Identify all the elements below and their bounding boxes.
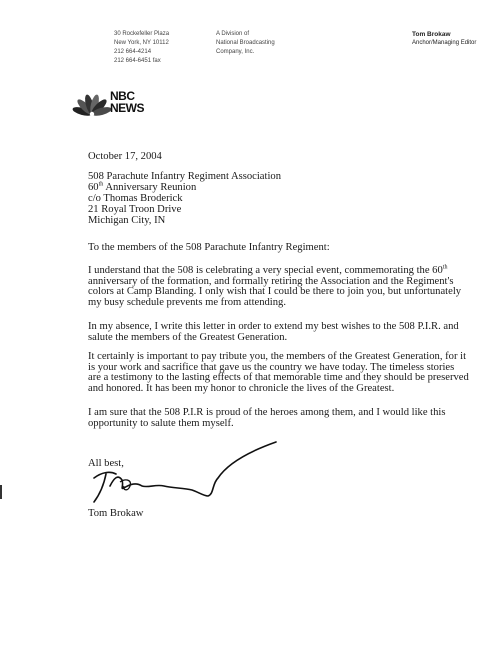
logo-wordmark [110, 90, 144, 114]
paragraph-line: my busy schedule prevents me from attending. [88, 296, 286, 308]
logo-nbc: NBC [110, 89, 135, 103]
recipient-line: 508 Parachute Infantry Regiment Association [88, 171, 281, 182]
paragraph-line: opportunity to salute them myself. [88, 417, 234, 429]
paragraph-line: are a testimony to the lasting effects of that memorable time and they should be preserved [88, 372, 469, 383]
letter-date: October 17, 2004 [88, 151, 162, 162]
address-line: 30 Rockefeller Plaza [114, 31, 170, 37]
nbc-news-logo [72, 88, 142, 122]
salutation: To the members of the 508 Parachute Infantry Regiment: [88, 242, 330, 253]
paragraph-line: It certainly is important to pay tribute you, the members of the Greatest Generation, for it [88, 351, 467, 362]
letterhead-address [114, 30, 169, 66]
paragraph-line: anniversary of the formation, and formally retiring the Association and the Regiment's [88, 275, 454, 287]
executive-title: Anchor/Managing Editor [412, 40, 477, 46]
fax-line: 212 664-6451 fax [114, 58, 161, 64]
body-paragraph-1 [88, 266, 461, 308]
phone-line: 212 664-4214 [114, 49, 152, 55]
letterhead-division [216, 30, 275, 57]
peacock-icon [72, 88, 112, 118]
paragraph-line: I am sure that the 508 P.I.R is proud of the heroes among them, and I would like this [88, 407, 446, 418]
recipient-line: 21 Royal Troon Drive [88, 204, 182, 215]
division-line: A Division of [216, 31, 250, 37]
recipient-line: c/o Thomas Broderick [88, 193, 183, 204]
signer-name: Tom Brokaw [88, 508, 144, 519]
recipient-address [88, 171, 281, 226]
paragraph-line: I understand that the 508 is celebrating a very special event, commemorating the 60th [88, 264, 448, 276]
paragraph-line: In my absence, I write this letter in order to extend my best wishes to the 508 P.I.R. and [88, 321, 459, 332]
scan-artifact [0, 485, 2, 499]
paragraph-line: and honored. It has been my honor to chronicle the lives of the Greatest. [88, 382, 395, 394]
division-line: National Broadcasting [216, 40, 275, 46]
recipient-line: 60th Anniversary Reunion [88, 181, 197, 193]
paragraph-line: is your work and sacrifice that gave us the country we have today. The timeless stories [88, 361, 455, 373]
body-paragraph-3 [88, 352, 469, 394]
division-line: Company, Inc. [216, 49, 255, 55]
paragraph-line: colors at Camp Blanding. I only wish that I could be there to join you, but unfortunately [88, 286, 462, 297]
logo-news: NEWS [110, 101, 144, 115]
signature [80, 438, 280, 510]
address-line: New York, NY 10112 [114, 40, 169, 46]
letterhead-executive [412, 30, 476, 48]
executive-name: Tom Brokaw [412, 31, 451, 38]
body-paragraph-4 [88, 408, 445, 429]
closing: All best, [88, 458, 124, 469]
paragraph-line: salute the members of the Greatest Generation. [88, 331, 288, 343]
recipient-line: Michigan City, IN [88, 215, 166, 226]
body-paragraph-2 [88, 322, 459, 343]
